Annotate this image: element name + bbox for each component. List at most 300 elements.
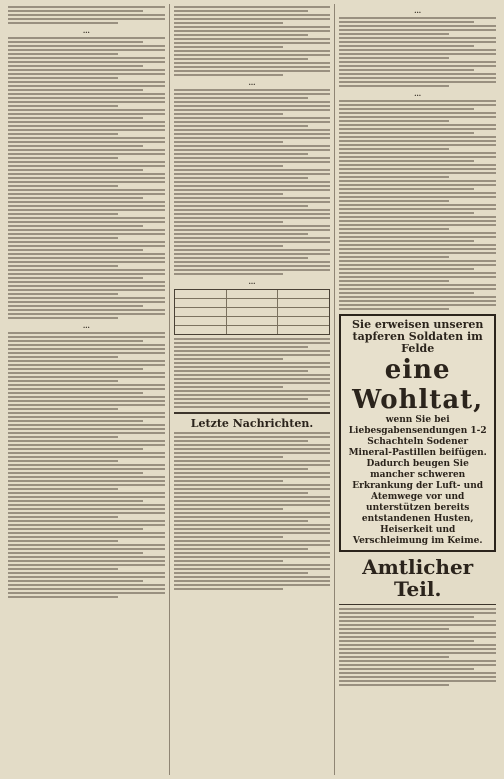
text-line — [339, 53, 496, 55]
text-line — [8, 492, 165, 494]
text-line — [339, 100, 496, 102]
text-line — [339, 304, 496, 306]
text-line — [8, 400, 165, 402]
text-line — [339, 49, 496, 51]
text-line — [8, 89, 143, 91]
table-cell — [278, 326, 329, 334]
text-line — [339, 220, 496, 222]
text-line — [339, 164, 496, 166]
text-line — [8, 592, 165, 594]
text-line — [8, 285, 165, 287]
text-line — [174, 440, 309, 442]
text-line — [339, 65, 496, 67]
text-line — [174, 398, 309, 400]
text-line — [174, 556, 331, 558]
text-line — [174, 26, 331, 28]
text-line — [339, 132, 474, 134]
text-line — [8, 516, 118, 518]
text-line — [174, 229, 331, 231]
text-line — [8, 173, 165, 175]
text-line — [339, 73, 496, 75]
text-line — [8, 77, 118, 79]
text-line — [8, 448, 143, 450]
text-line — [8, 412, 165, 414]
text-line — [174, 342, 331, 344]
text-line — [339, 276, 496, 278]
table-cell — [227, 290, 279, 298]
text-line — [8, 257, 165, 259]
text-line — [174, 66, 331, 68]
text-line — [8, 125, 165, 127]
text-line — [8, 392, 143, 394]
text-line — [339, 112, 496, 114]
text-line — [174, 42, 331, 44]
text-line — [8, 572, 165, 574]
text-line — [174, 157, 331, 159]
text-line — [174, 50, 331, 52]
text-line — [174, 374, 331, 376]
text-line — [174, 500, 331, 502]
text-line — [174, 508, 284, 510]
columns — [4, 4, 500, 775]
text-line — [339, 152, 496, 154]
text-line — [8, 10, 143, 12]
text-line — [174, 532, 331, 534]
text-line — [339, 69, 474, 71]
text-line — [174, 165, 284, 167]
text-line — [174, 62, 331, 64]
text-line — [8, 205, 165, 207]
text-line — [174, 101, 331, 103]
text-line — [174, 472, 331, 474]
text-line — [8, 348, 165, 350]
text-line — [8, 49, 165, 51]
text-line — [339, 268, 474, 270]
text-line — [339, 612, 496, 614]
text-line — [339, 77, 496, 79]
text-line — [8, 420, 143, 422]
text-line — [339, 216, 496, 218]
text-line — [174, 205, 309, 207]
text-line — [339, 192, 496, 194]
text-line — [339, 120, 449, 122]
text-line — [174, 121, 331, 123]
text-line — [174, 93, 331, 95]
text-line — [8, 596, 118, 598]
text-line — [174, 560, 284, 562]
text-line — [8, 556, 165, 558]
text-line — [339, 180, 496, 182]
text-line — [339, 272, 496, 274]
text-line — [8, 472, 143, 474]
ad-body: wenn Sie bei Liebesgabensendungen 1-2 Schachteln Sodener Mineral-Pastillen beifügen. Dadurch beugen Sie mancher schweren Erkrankung der Luft- und Atemwege vor und unterstützen bereits entstandenen Husten, Heiserkeit und Verschleimung im Keime. — [348, 415, 487, 546]
text-line — [339, 81, 496, 83]
text-line — [174, 137, 331, 139]
text-line — [174, 213, 331, 215]
text-line — [8, 440, 165, 442]
text-line — [339, 664, 496, 666]
text-line — [8, 137, 165, 139]
text-line — [339, 156, 496, 158]
text-line — [8, 504, 165, 506]
table-cell — [175, 290, 227, 298]
text-line — [8, 468, 165, 470]
text-line — [8, 428, 165, 430]
text-line — [8, 340, 143, 342]
text-line — [8, 372, 165, 374]
text-line — [8, 301, 165, 303]
table-row — [175, 326, 330, 334]
text-line — [174, 378, 331, 380]
text-line — [8, 404, 165, 406]
text-line — [8, 37, 165, 39]
table-cell — [227, 299, 279, 307]
text-line — [8, 18, 165, 20]
news-heading: Letzte Nachrichten. — [190, 417, 314, 430]
text-line — [8, 488, 118, 490]
text-line — [174, 452, 331, 454]
text-line — [174, 468, 309, 470]
text-line — [8, 424, 165, 426]
text-line — [8, 580, 143, 582]
text-line — [8, 189, 165, 191]
text-line — [8, 360, 165, 362]
text-line — [339, 160, 474, 162]
text-line — [8, 273, 165, 275]
text-line — [339, 648, 496, 650]
text-line — [339, 252, 496, 254]
text-line — [339, 284, 496, 286]
text-line — [8, 584, 165, 586]
text-line — [8, 552, 143, 554]
text-line — [339, 676, 496, 678]
text-line — [339, 260, 496, 262]
text-line — [339, 17, 496, 19]
text-line — [8, 22, 118, 24]
text-line — [8, 368, 143, 370]
text-line — [339, 104, 496, 106]
text-line — [8, 265, 118, 267]
text-line — [174, 564, 331, 566]
text-line — [174, 209, 331, 211]
table-cell — [278, 290, 329, 298]
ad-headline: eine Wohltat, — [352, 355, 484, 415]
column-2 — [170, 4, 336, 775]
text-line — [174, 245, 284, 247]
table-cell — [175, 326, 227, 334]
text-line — [8, 293, 118, 295]
text-line — [8, 432, 165, 434]
text-line — [339, 176, 449, 178]
text-line — [8, 197, 143, 199]
text-line — [174, 6, 331, 8]
text-line — [339, 628, 449, 630]
text-line — [8, 332, 165, 334]
text-line — [8, 588, 165, 590]
text-line — [174, 193, 284, 195]
text-line — [174, 540, 331, 542]
text-line — [174, 173, 331, 175]
text-line — [174, 354, 331, 356]
text-line — [8, 73, 165, 75]
text-line — [8, 121, 165, 123]
text-line — [174, 18, 331, 20]
text-line — [8, 456, 165, 458]
table-cell — [278, 299, 329, 307]
text-line — [8, 6, 165, 8]
text-line — [339, 640, 474, 642]
text-line — [339, 208, 496, 210]
text-line — [8, 524, 165, 526]
text-line — [8, 233, 165, 235]
text-line — [174, 22, 284, 24]
text-line — [174, 524, 331, 526]
text-line — [174, 10, 309, 12]
text-line — [8, 344, 165, 346]
text-line — [339, 264, 496, 266]
text-line — [174, 149, 331, 151]
text-line — [339, 680, 496, 682]
text-line — [8, 101, 165, 103]
text-line — [339, 672, 496, 674]
text-line — [174, 444, 331, 446]
text-line — [8, 277, 143, 279]
text-line — [8, 105, 118, 107]
text-line — [174, 476, 331, 478]
text-line — [8, 388, 165, 390]
text-line — [174, 432, 331, 434]
text-line — [174, 74, 284, 76]
table-row — [175, 290, 330, 299]
text-line — [174, 436, 331, 438]
text-line — [339, 57, 449, 59]
text-line — [8, 536, 165, 538]
text-line — [174, 181, 331, 183]
text-line — [8, 364, 165, 366]
text-line — [8, 117, 143, 119]
text-line — [174, 484, 331, 486]
text-line — [339, 632, 496, 634]
text-line — [174, 253, 331, 255]
text-line — [8, 113, 165, 115]
text-line — [8, 269, 165, 271]
text-line — [8, 317, 118, 319]
text-line — [8, 476, 165, 478]
text-line — [174, 221, 284, 223]
text-line — [339, 136, 496, 138]
text-line — [174, 273, 284, 275]
text-line — [8, 436, 118, 438]
text-line — [8, 384, 165, 386]
text-line — [174, 30, 331, 32]
text-line — [174, 584, 331, 586]
table-title: … — [248, 277, 256, 286]
text-line — [339, 148, 449, 150]
text-line — [8, 305, 143, 307]
text-line — [8, 157, 118, 159]
text-line — [8, 185, 118, 187]
text-line — [339, 25, 496, 27]
text-line — [8, 81, 165, 83]
text-line — [8, 356, 118, 358]
text-line — [8, 14, 165, 16]
text-line — [8, 169, 143, 171]
text-line — [8, 149, 165, 151]
text-line — [174, 201, 331, 203]
text-line — [339, 29, 496, 31]
table-cell — [175, 299, 227, 307]
text-line — [8, 512, 165, 514]
text-line — [174, 512, 331, 514]
text-line — [339, 608, 496, 610]
text-line — [174, 105, 331, 107]
text-line — [8, 576, 165, 578]
text-line — [339, 144, 496, 146]
text-line — [174, 109, 331, 111]
text-line — [8, 109, 165, 111]
text-line — [339, 280, 449, 282]
text-line — [8, 289, 165, 291]
text-line — [339, 248, 496, 250]
text-line — [8, 201, 165, 203]
text-line — [8, 352, 165, 354]
text-line — [174, 580, 331, 582]
text-line — [174, 54, 331, 56]
text-line — [174, 448, 331, 450]
table-cell — [227, 317, 279, 325]
text-line — [174, 394, 331, 396]
text-line — [8, 548, 165, 550]
text-line — [8, 380, 118, 382]
text-line — [339, 33, 449, 35]
text-line — [174, 177, 309, 179]
text-line — [8, 336, 165, 338]
text-line — [339, 172, 496, 174]
text-line — [174, 576, 331, 578]
text-line — [174, 34, 309, 36]
text-line — [8, 520, 165, 522]
text-line — [174, 233, 309, 235]
price-table — [174, 289, 331, 335]
table-cell — [227, 308, 279, 316]
text-line — [8, 97, 165, 99]
text-line — [339, 656, 449, 658]
text-line — [339, 128, 496, 130]
text-line — [174, 117, 331, 119]
text-line — [174, 492, 309, 494]
text-line — [174, 390, 331, 392]
text-line — [8, 249, 143, 251]
text-line — [174, 265, 331, 267]
text-line — [8, 508, 165, 510]
text-line — [8, 460, 118, 462]
text-line — [174, 125, 309, 127]
text-line — [174, 145, 331, 147]
table-cell — [278, 317, 329, 325]
text-line — [339, 644, 496, 646]
text-line — [8, 193, 165, 195]
text-line — [339, 124, 496, 126]
text-line — [174, 568, 331, 570]
text-line — [8, 480, 165, 482]
table-row — [175, 299, 330, 308]
text-line — [339, 41, 496, 43]
text-line — [174, 237, 331, 239]
section-heading-market: … — [248, 78, 256, 87]
text-line — [8, 564, 165, 566]
text-line — [8, 568, 118, 570]
text-line — [8, 560, 165, 562]
text-line — [174, 129, 331, 131]
text-line — [174, 350, 331, 352]
text-line — [8, 396, 165, 398]
text-line — [8, 452, 165, 454]
text-line — [8, 376, 165, 378]
text-line — [339, 184, 496, 186]
text-line — [8, 129, 165, 131]
text-line — [8, 464, 165, 466]
text-line — [174, 197, 331, 199]
text-line — [174, 189, 331, 191]
text-line — [174, 249, 331, 251]
section-heading: … — [82, 26, 90, 35]
text-line — [8, 153, 165, 155]
text-line — [8, 416, 165, 418]
section-heading: … — [414, 89, 422, 98]
text-line — [174, 257, 309, 259]
text-line — [8, 237, 118, 239]
text-line — [339, 204, 496, 206]
text-line — [174, 370, 309, 372]
text-line — [339, 244, 496, 246]
text-line — [174, 366, 331, 368]
text-line — [8, 444, 165, 446]
text-line — [174, 504, 331, 506]
text-line — [339, 240, 474, 242]
text-line — [8, 221, 165, 223]
text-line — [8, 141, 165, 143]
text-line — [174, 338, 331, 340]
text-line — [174, 516, 331, 518]
text-line — [174, 217, 331, 219]
text-line — [174, 38, 331, 40]
official-section-heading: Amtlicher Teil. — [362, 555, 474, 601]
column-3 — [335, 4, 500, 775]
text-line — [8, 161, 165, 163]
text-line — [8, 309, 165, 311]
table-cell — [175, 317, 227, 325]
text-line — [339, 21, 474, 23]
text-line — [8, 528, 143, 530]
text-line — [8, 217, 165, 219]
text-line — [174, 520, 309, 522]
text-line — [339, 668, 474, 670]
text-line — [174, 528, 331, 530]
text-line — [174, 386, 284, 388]
text-line — [339, 288, 496, 290]
text-line — [339, 660, 496, 662]
text-line — [8, 496, 165, 498]
text-line — [8, 532, 165, 534]
text-line — [339, 212, 474, 214]
text-line — [339, 37, 496, 39]
text-line — [339, 684, 449, 686]
section-heading: … — [82, 321, 90, 330]
text-line — [339, 620, 496, 622]
text-line — [8, 53, 118, 55]
ad-intro: Sie erweisen unseren tapferen Soldaten im Felde — [351, 318, 484, 355]
text-line — [174, 460, 331, 462]
